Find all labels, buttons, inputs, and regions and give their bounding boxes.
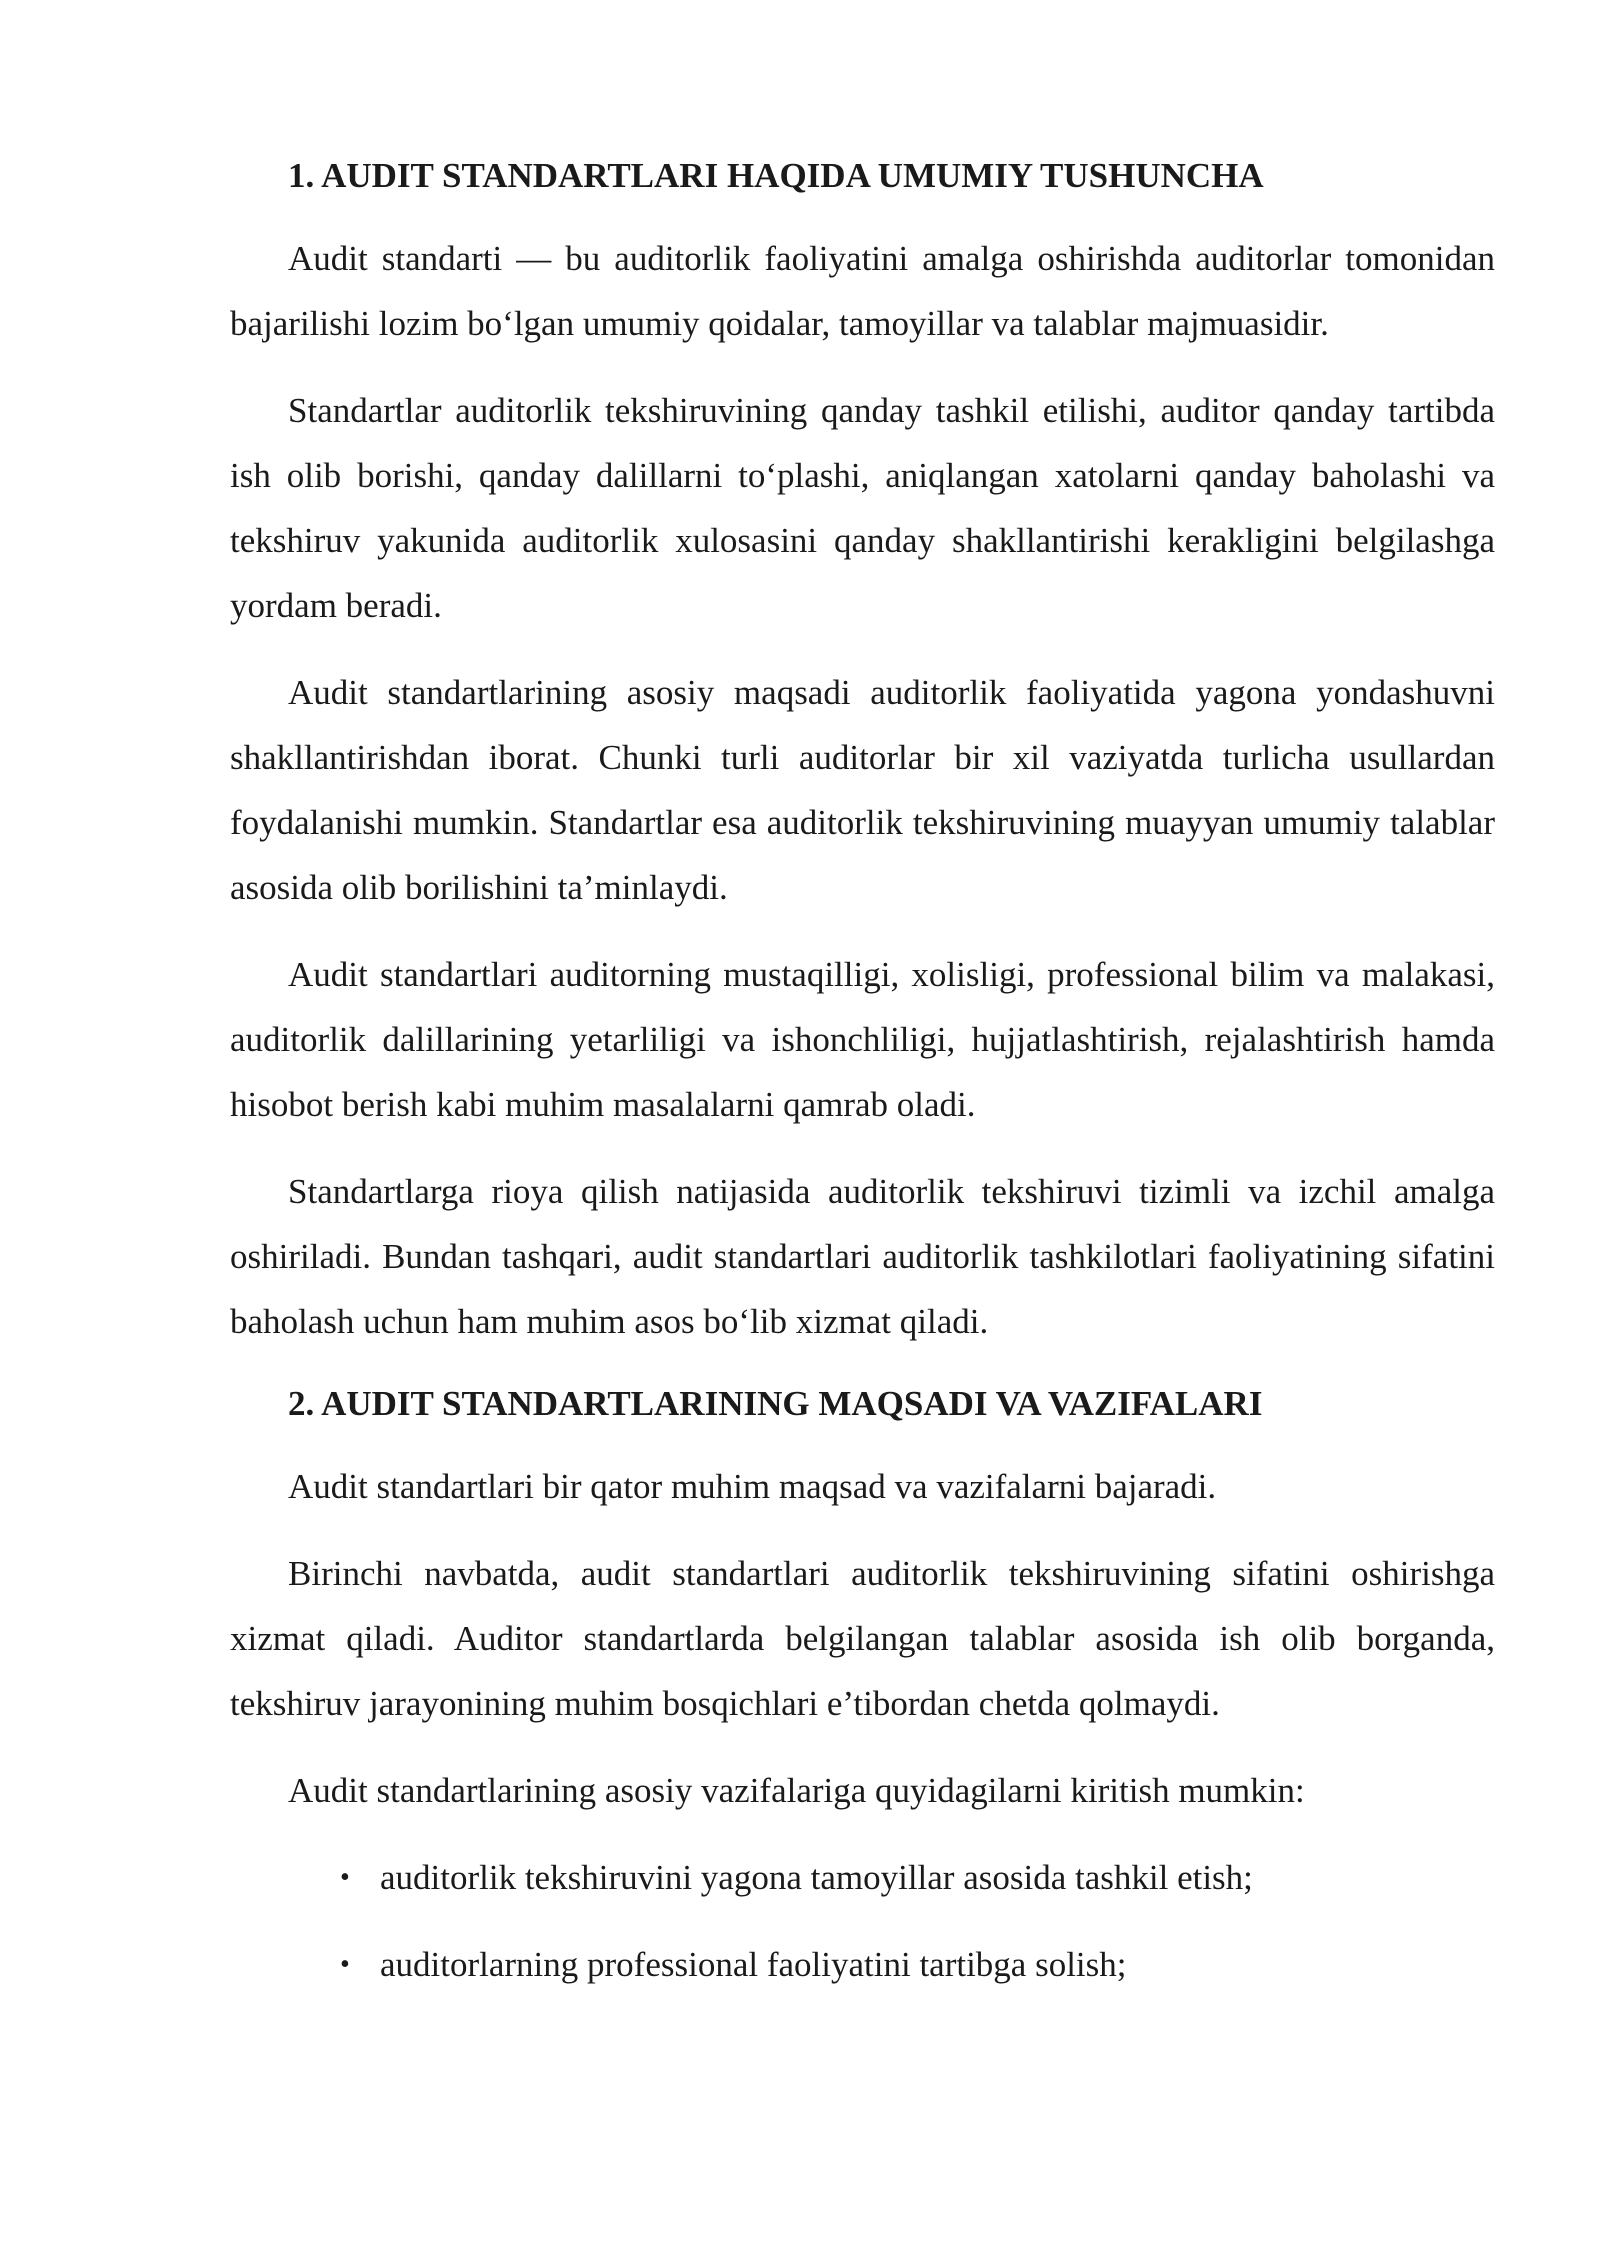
- document-page: [230, 148, 1495, 2019]
- section-1-heading: 1. AUDIT STANDARTLARI HAQIDA UMUMIY TUSHUNCHA: [288, 156, 1264, 195]
- section-2-paragraph: Audit standartlarining asosiy vazifalariga quyidagilarni kiritish mumkin:: [288, 1771, 1305, 1810]
- section-1-paragraph: Standartlar auditorlik tekshiruvining qanday tashkil etilishi, auditor qanday tartibda ish olib borishi, qanday dalillarni to‘plashi, aniqlangan xatolarni qanday baholashi va tekshiruv yakunida auditorlik xulosasini qanday shakllantirishi kerakligini belgilashga yordam beradi.: [230, 391, 1495, 625]
- section-2-paragraph: Audit standartlari bir qator muhim maqsad va vazifalarni bajaradi.: [288, 1467, 1217, 1506]
- section-2-paragraph: Birinchi navbatda, audit standartlari auditorlik tekshiruvining sifatini oshirishga xizmat qiladi. Auditor standartlarda belgilangan talablar asosida ish olib borganda, tekshiruv jarayonining muhim bosqichlari e’tibordan chetda qolmaydi.: [230, 1554, 1495, 1723]
- section-1-paragraph: Audit standarti — bu auditorlik faoliyatini amalga oshirishda auditorlar tomonidan bajarilishi lozim bo‘lgan umumiy qoidalar, tamoyillar va talablar majmuasidir.: [230, 239, 1495, 343]
- section-2-heading: 2. AUDIT STANDARTLARINING MAQSADI VA VAZIFALARI: [288, 1384, 1263, 1423]
- section-1-paragraph: Audit standartlari auditorning mustaqilligi, xolisligi, professional bilim va malakasi, auditorlik dalillarining yetarliligi va ishonchliligi, hujjatlashtirish, rejalashtirish hamda hisobot berish kabi muhim masalalarni qamrab oladi.: [230, 955, 1495, 1124]
- bullet-icon: •: [340, 1862, 350, 1893]
- list-item: [340, 1932, 1495, 1997]
- section-1-paragraph: Standartlarga rioya qilish natijasida auditorlik tekshiruvi tizimli va izchil amalga oshiriladi. Bundan tashqari, audit standartlari auditorlik tashkilotlari faoliyatining sifatini baholash uchun ham muhim asos bo‘lib xizmat qiladi.: [230, 1172, 1495, 1341]
- list-item-text: auditorlarning professional faoliyatini tartibga solish;: [380, 1945, 1127, 1984]
- bullet-icon: •: [340, 1949, 350, 1980]
- section-1-paragraph: Audit standartlarining asosiy maqsadi auditorlik faoliyatida yagona yondashuvni shakllantirishdan iborat. Chunki turli auditorlar bir xil vaziyatda turlicha usullardan foydalanishi mumkin. Standartlar esa auditorlik tekshiruvining muayyan umumiy talablar asosida olib borilishini ta’minlaydi.: [230, 673, 1495, 907]
- duties-list: [230, 1845, 1495, 1997]
- list-item: [340, 1845, 1495, 1910]
- list-item-text: auditorlik tekshiruvini yagona tamoyillar asosida tashkil etish;: [380, 1858, 1253, 1897]
